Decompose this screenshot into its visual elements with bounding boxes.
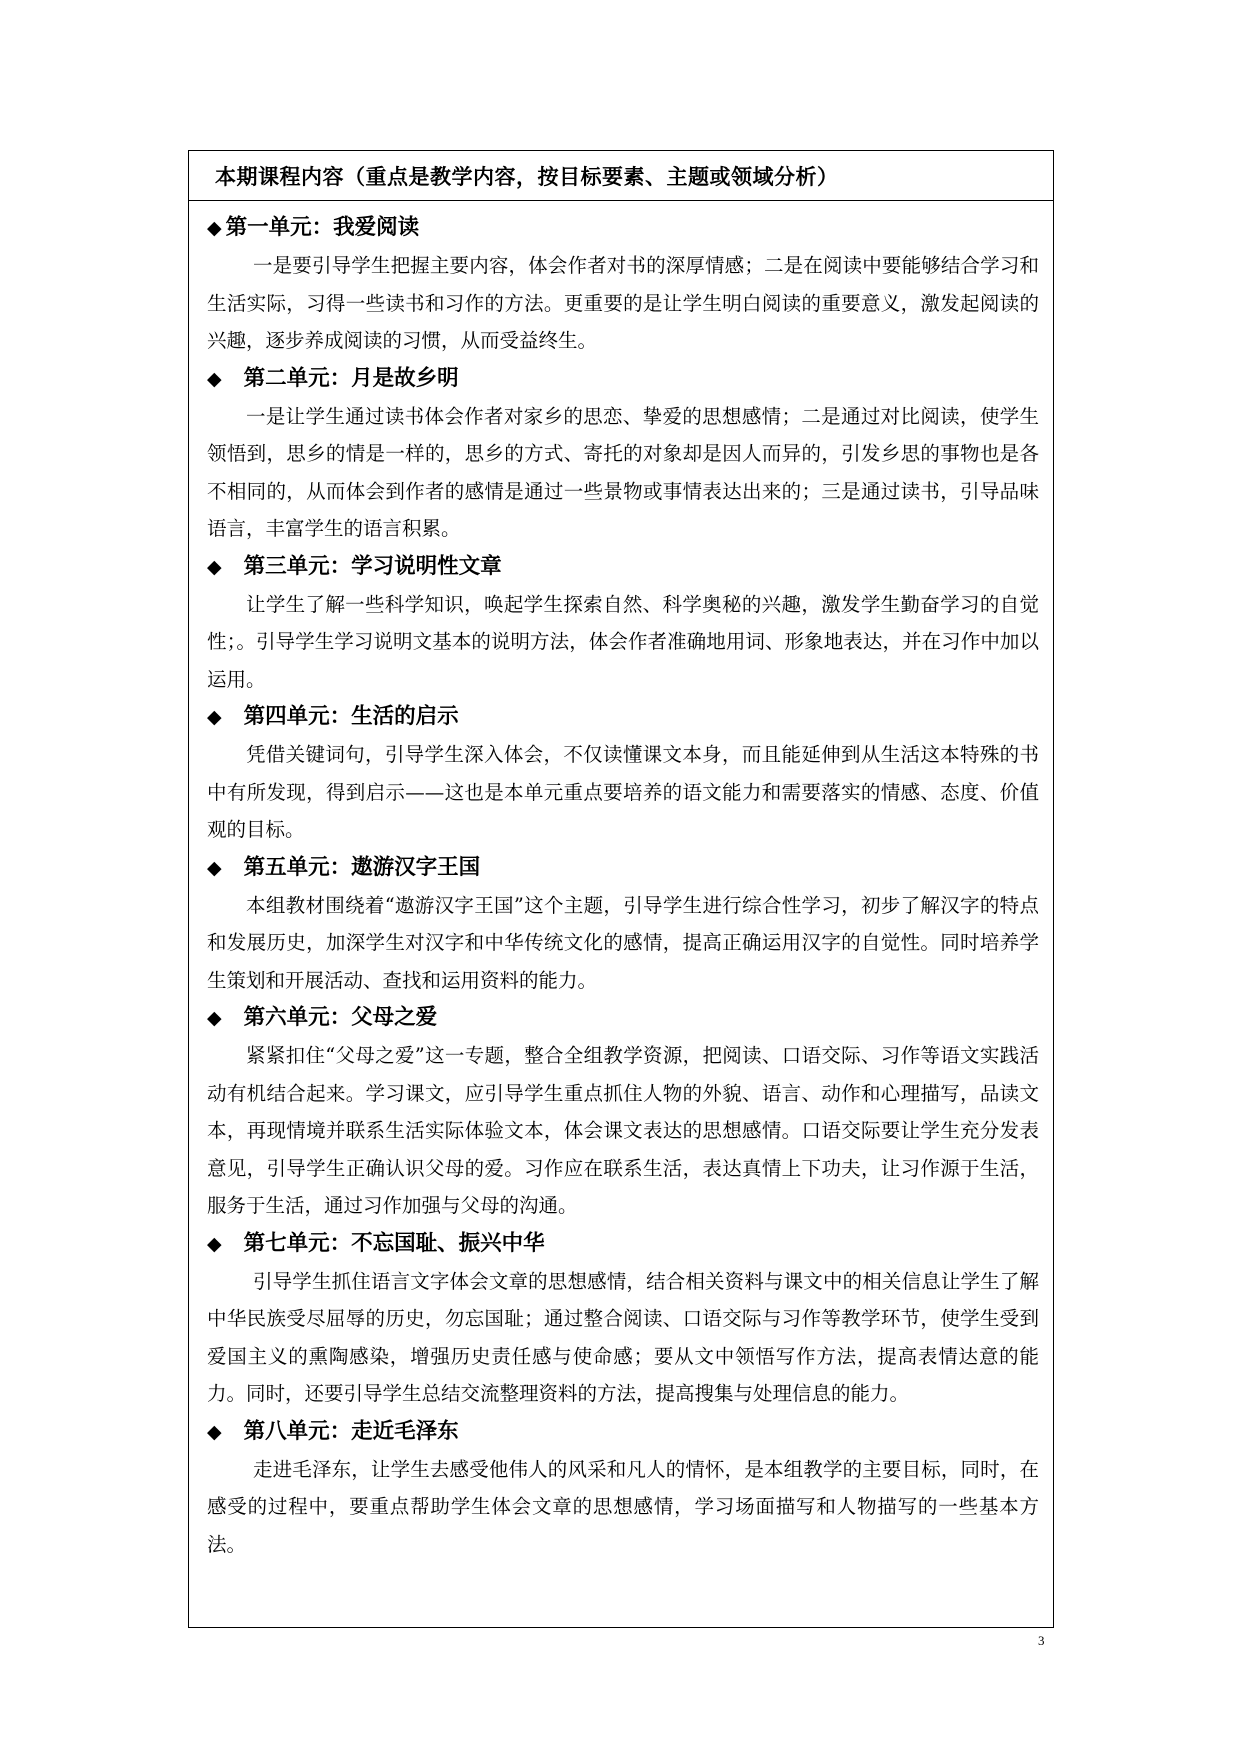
unit-title [207,1413,1039,1451]
unit-7 [207,1225,1039,1413]
unit-title-text: 第二单元：月是故乡明 [243,365,459,391]
unit-3 [207,548,1039,699]
diamond-bullet-icon: ◆ [207,856,222,879]
unit-4 [207,698,1039,849]
unit-title-text: 第四单元：生活的启示 [243,704,459,729]
unit-title [207,548,1039,586]
unit-body: 紧紧扣住“父母之爱”这一专题，整合全组教学资源，把阅读、口语交际、习作等语文实践活动有机结合起来。学习课文，应引导学生重点抓住人物的外貌、语言、动作和心理描写，品读文本，再现情境并联系生活实际体验文本，体会课文表达的思想感情。口语交际要让学生充分发表意见，引导学生正确认识父母的爱。习作应在联系生活，表达真情上下功夫，让习作源于生活，服务于生活，通过习作加强与父母的沟通。 [207,1044,1039,1217]
unit-title [207,698,1039,736]
unit-6 [207,999,1039,1225]
unit-body: 引导学生抓住语言文字体会文章的思想感情，结合相关资料与课文中的相关信息让学生了解中华民族受尽屈辱的历史，勿忘国耻；通过整合阅读、口语交际与习作等教学环节，使学生受到爱国主义的熏陶感染，增强历史责任感与使命感；要从文中领悟写作方法，提高表情达意的能力。同时，还要引导学生总结交流整理资料的方法，提高搜集与处理信息的能力。 [207,1269,1039,1405]
unit-title [207,1225,1039,1263]
unit-5 [207,849,1039,1000]
diamond-bullet-icon: ◆ [207,1007,222,1029]
diamond-bullet-icon: ◆ [207,1232,222,1255]
diamond-bullet-icon: ◆ [207,217,222,239]
unit-title [207,849,1039,887]
diamond-bullet-icon: ◆ [207,706,222,728]
units-content [189,201,1053,1563]
unit-2 [207,360,1039,548]
unit-title [207,999,1039,1037]
unit-8 [207,1413,1039,1564]
unit-title [207,360,1039,398]
unit-title-text: 第六单元：父母之爱 [243,1005,438,1030]
diamond-bullet-icon: ◆ [207,367,222,390]
diamond-bullet-icon: ◆ [207,555,222,578]
unit-1 [207,209,1039,360]
unit-body: 一是要引导学生把握主要内容，体会作者对书的深厚情感；二是在阅读中要能够结合学习和生活实际，习得一些读书和习作的方法。更重要的是让学生明白阅读的重要意义，激发起阅读的兴趣，逐步养成阅读的习惯，从而受益终生。 [207,254,1039,352]
unit-body: 一是让学生通过读书体会作者对家乡的思恋、挚爱的思想感情；二是通过对比阅读，使学生领悟到，思乡的情是一样的，思乡的方式、寄托的对象却是因人而异的，引发乡思的事物也是各不相同的，从而体会到作者的感情是通过一些景物或事情表达出来的；三是通过读书，引导品味语言，丰富学生的语言积累。 [207,404,1039,540]
unit-title [207,209,1039,247]
unit-title-text: 第三单元：学习说明性文章 [243,553,502,579]
unit-body: 本组教材围绕着“遨游汉字王国”这个主题，引导学生进行综合性学习，初步了解汉字的特点和发展历史，加深学生对汉字和中华传统文化的感情，提高正确运用汉字的自觉性。同时培养学生策划和开展活动、查找和运用资料的能力。 [207,893,1039,992]
unit-body: 凭借关键词句，引导学生深入体会，不仅读懂课文本身，而且能延伸到从生活这本特殊的书中有所发现，得到启示——这也是本单元重点要培养的语文能力和需要落实的情感、态度、价值观的目标。 [207,743,1039,841]
unit-title-text: 第七单元：不忘国耻、振兴中华 [243,1230,545,1256]
table-header-title: 本期课程内容（重点是教学内容，按目标要素、主题或领域分析） [215,164,839,189]
course-content-table [188,150,1054,1628]
table-header [189,151,1053,201]
page-number: 3 [1038,1633,1045,1648]
unit-title-text: 第五单元：遨游汉字王国 [243,854,481,880]
diamond-bullet-icon: ◆ [207,1420,222,1443]
unit-body: 让学生了解一些科学知识，唤起学生探索自然、科学奥秘的兴趣，激发学生勤奋学习的自觉性；。引导学生学习说明文基本的说明方法，体会作者准确地用词、形象地表达，并在习作中加以运用。 [207,592,1039,691]
unit-title-text: 第一单元：我爱阅读 [225,215,420,240]
unit-title-text: 第八单元：走近毛泽东 [243,1418,459,1444]
unit-body: 走进毛泽东，让学生去感受他伟人的风采和凡人的情怀，是本组教学的主要目标，同时，在感受的过程中，要重点帮助学生体会文章的思想感情，学习场面描写和人物描写的一些基本方法。 [207,1457,1039,1556]
